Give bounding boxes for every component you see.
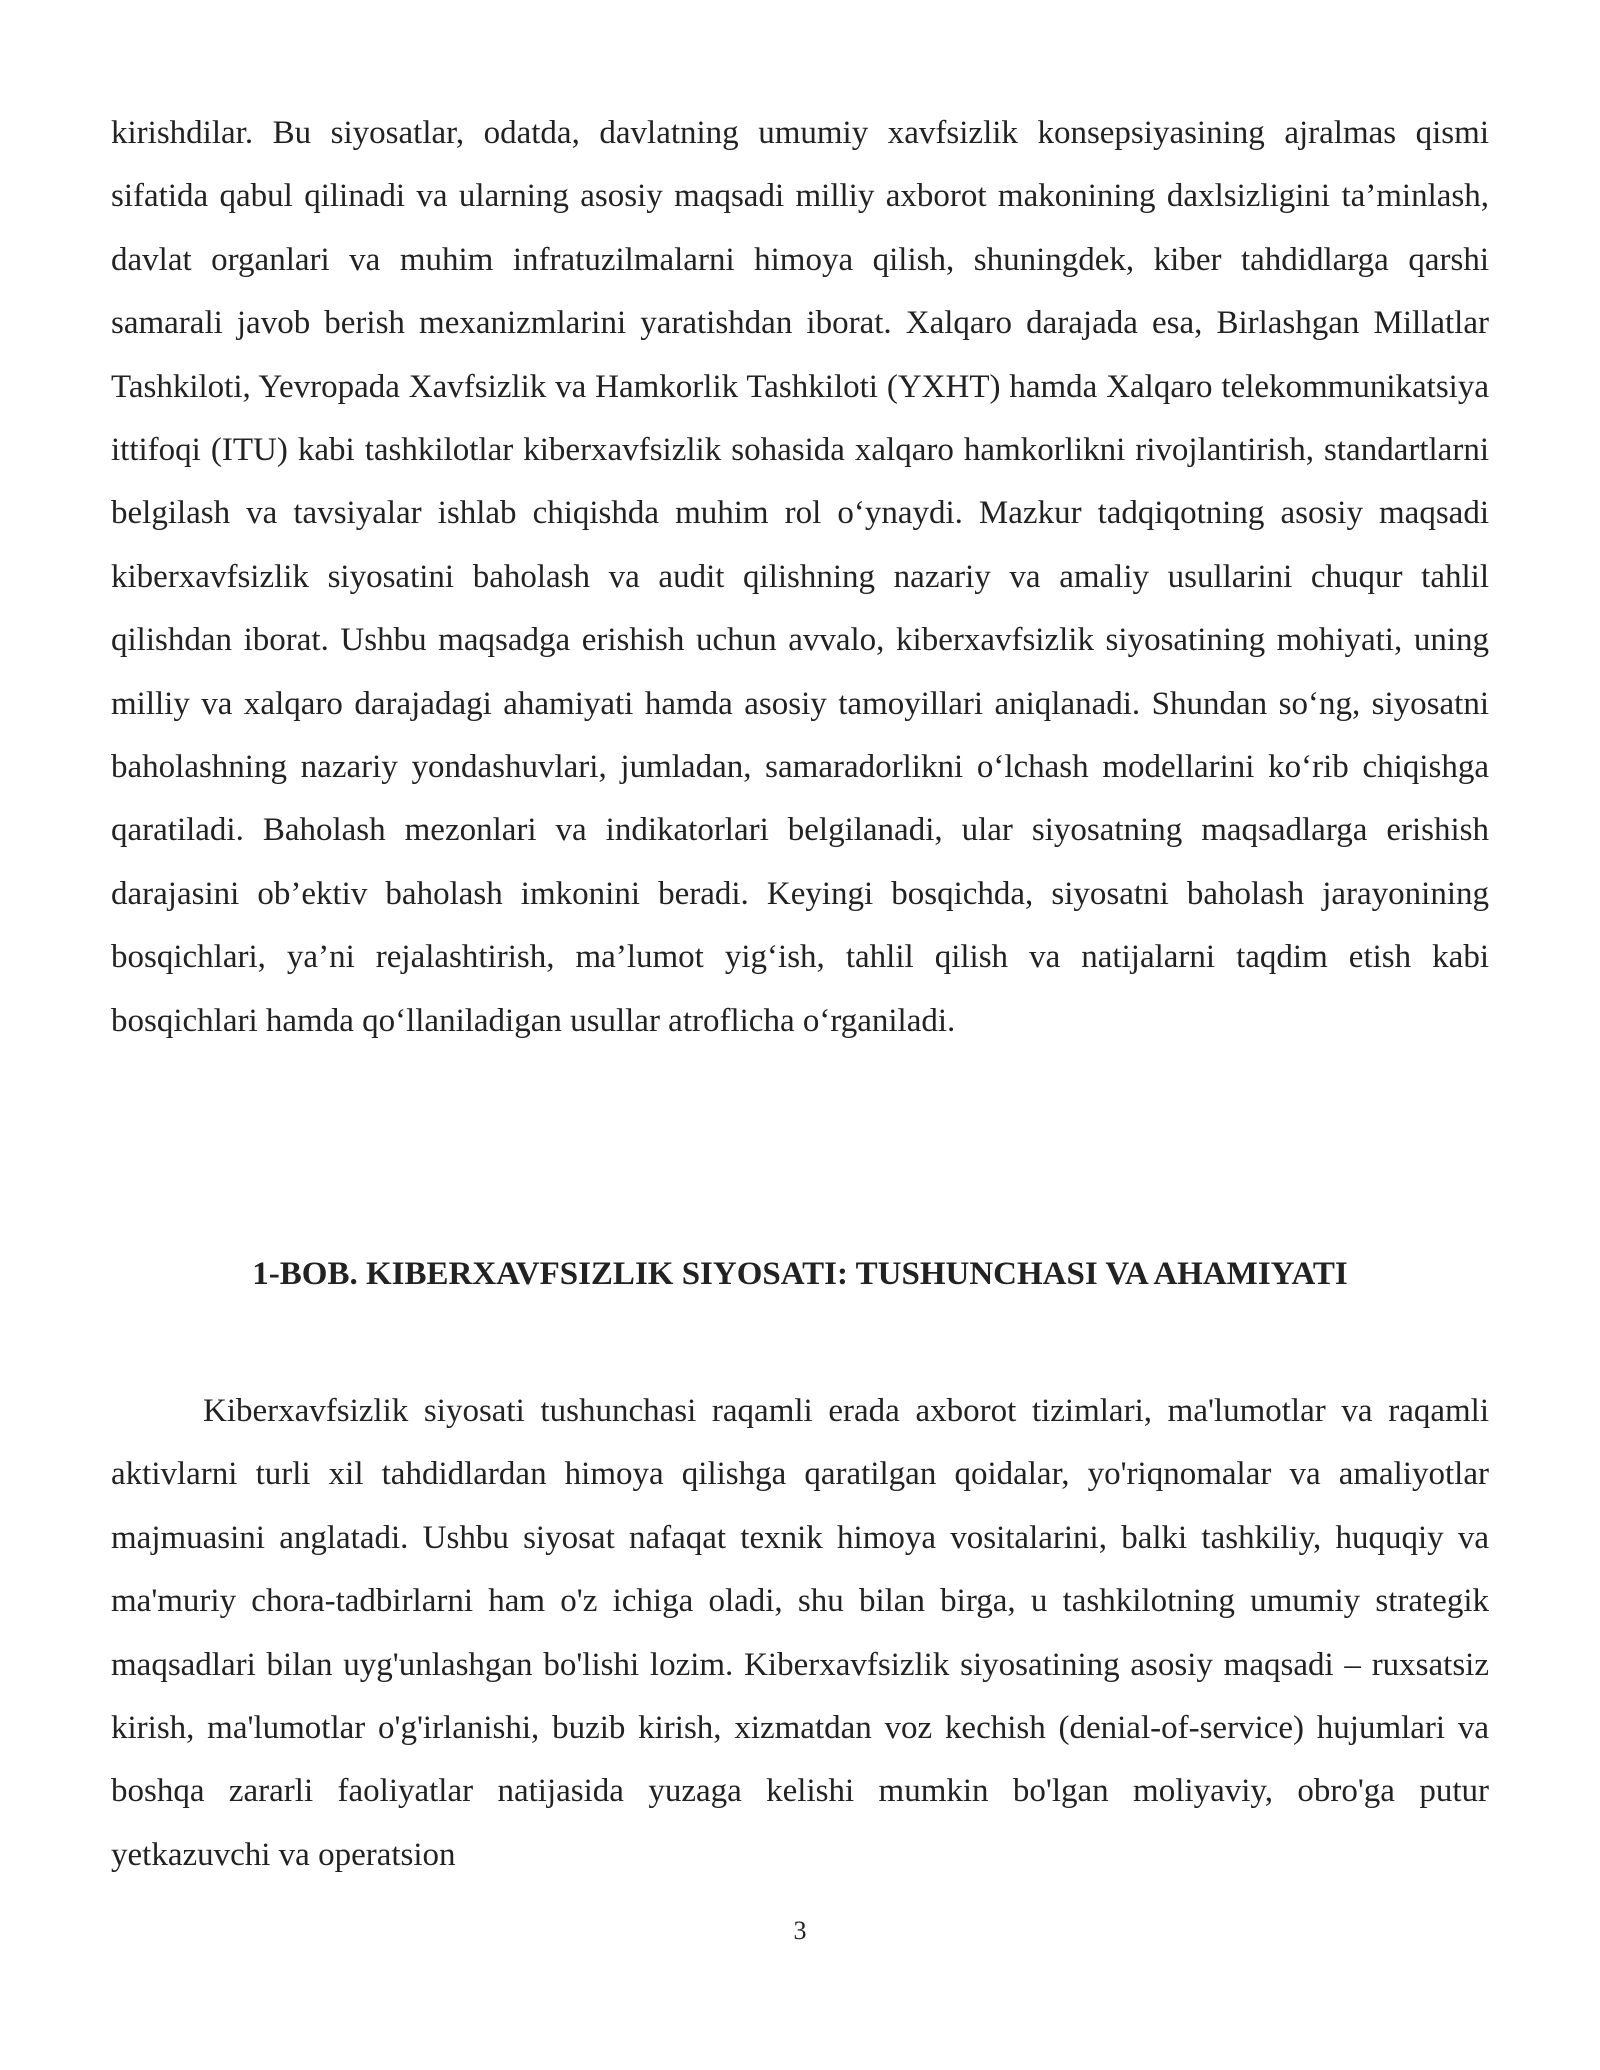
body-paragraph: Kiberxavfsizlik siyosati tushunchasi raqamli erada axborot tizimlari, ma'lumotlar va raqamli aktivlarni turli xil tahdidlardan himoya qilishga qaratilgan qoidalar, yo'riqnomalar va amaliyotlar majmuasini anglatadi. Ushbu siyosat nafaqat texnik himoya vositalarini, balki tashkiliy, huquqiy va ma'muriy chora-tadbirlarni ham o'z ichiga oladi, shu bilan birga, u tashkilotning umumiy strategik maqsadlari bilan uyg'unlashgan bo'lishi lozim. Kiberxavfsizlik siyosatining asosiy maqsadi – ruxsatsiz kirish, ma'lumotlar o'g'irlanishi, buzib kirish, xizmatdan voz kechish (denial-of-service) hujumlari va boshqa zararli faoliyatlar natijasida yuzaga kelishi mumkin bo'lgan moliyaviy, obro'ga putur yetkazuvchi va operatsion xyxy=(111,1393,1489,1873)
body-paragraph: kirishdilar. Bu siyosatlar, odatda, davlatning umumiy xavfsizlik konsepsiyasining ajralmas qismi sifatida qabul qilinadi va ularning asosiy maqsadi milliy axborot makonining daxlsizligini ta’minlash, davlat organlari va muhim infratuzilmalarni himoya qilish, shuningdek, kiber tahdidlarga qarshi samarali javob berish mexanizmlarini yaratishdan iborat. Xalqaro darajada esa, Birlashgan Millatlar Tashkiloti, Yevropada Xavfsizlik va Hamkorlik Tashkiloti (YXHT) hamda Xalqaro telekommunikatsiya ittifoqi (ITU) kabi tashkilotlar kiberxavfsizlik sohasida xalqaro hamkorlikni rivojlantirish, standartlarni belgilash va tavsiyalar ishlab chiqishda muhim rol o‘ynaydi. Mazkur tadqiqotning asosiy maqsadi kiberxavfsizlik siyosatini baholash va audit qilishning nazariy va amaliy usullarini chuqur tahlil qilishdan iborat. Ushbu maqsadga erishish uchun avvalo, kiberxavfsizlik siyosatining mohiyati, uning milliy va xalqaro darajadagi ahamiyati hamda asosiy tamoyillari aniqlanadi. Shundan so‘ng, siyosatni baholashning nazariy yondashuvlari, jumladan, samaradorlikni o‘lchash modellarini ko‘rib chiqishga qaratiladi. Baholash mezonlari va indikatorlari belgilanadi, ular siyosatning maqsadlarga erishish darajasini ob’ektiv baholash imkonini beradi. Keyingi bosqichda, siyosatni baholash jarayonining bosqichlari, ya’ni rejalashtirish, ma’lumot yig‘ish, tahlil qilish va natijalarni taqdim etish kabi bosqichlari hamda qo‘llaniladigan usullar atroflicha o‘rganiladi. xyxy=(111,115,1489,1039)
chapter-heading: 1-BOB. KIBERXAVFSIZLIK SIYOSATI: TUSHUNCHASI VA AHAMIYATI xyxy=(252,1256,1348,1292)
page-number: 3 xyxy=(793,1916,807,1945)
